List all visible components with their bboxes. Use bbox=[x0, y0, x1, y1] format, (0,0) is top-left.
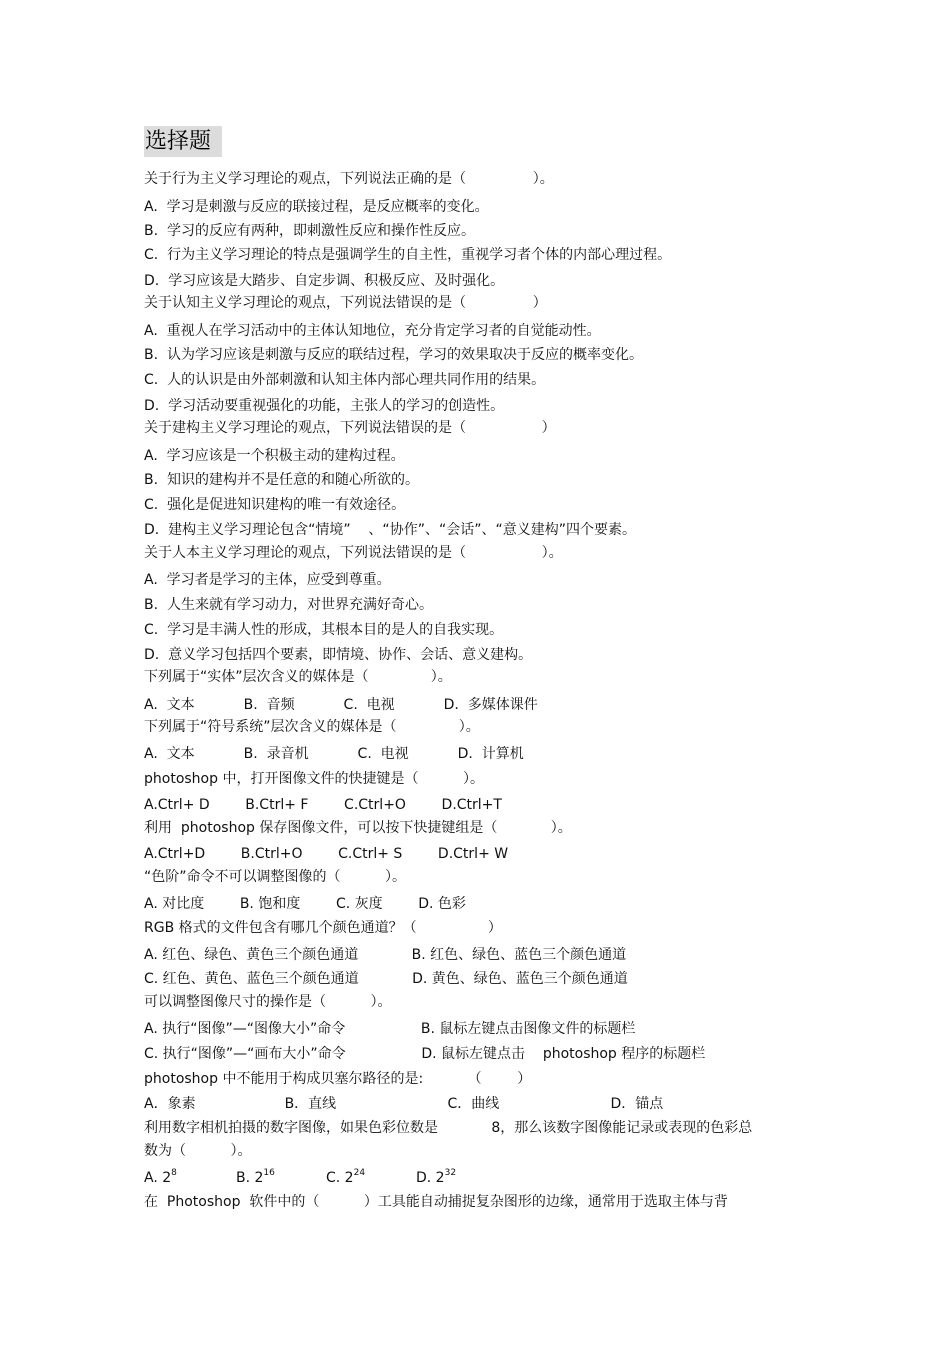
question-1: 关于行为主义学习理论的观点，下列说法正确的是（ ）。 bbox=[144, 171, 554, 187]
question-14: 在 Photoshop 软件中的（ ）工具能自动捕捉复杂图形的边缘，通常用于选取主体与背 bbox=[144, 1194, 728, 1210]
option-line: A. 文本 B. 录音机 C. 电视 D. 计算机 bbox=[144, 746, 524, 762]
question-2: 关于认知主义学习理论的观点，下列说法错误的是（ ） bbox=[144, 295, 547, 311]
option-line: C. 行为主义学习理论的特点是强调学生的自主性，重视学习者个体的内部心理过程。 bbox=[144, 247, 672, 263]
option-line: D. 学习应该是大踏步、自定步调、积极反应、及时强化。 bbox=[144, 273, 505, 289]
option-line: D. 建构主义学习理论包含“情境” 、“协作”、“会话”、“意义建构”四个要素。 bbox=[144, 522, 636, 538]
option-line: A. 红色、绿色、黄色三个颜色通道 B. 红色、绿色、蓝色三个颜色通道 bbox=[144, 947, 627, 963]
option-line: B. 知识的建构并不是任意的和随心所欲的。 bbox=[144, 472, 419, 488]
question-3: 关于建构主义学习理论的观点，下列说法错误的是（ ） bbox=[144, 420, 556, 436]
question-7: photoshop 中，打开图像文件的快捷键是（ ）。 bbox=[144, 771, 484, 787]
question-8: 利用 photoshop 保存图像文件，可以按下快捷键组是（ ）。 bbox=[144, 820, 572, 836]
section-heading: 选择题 bbox=[144, 126, 222, 157]
question-9: “色阶”命令不可以调整图像的（ ）。 bbox=[144, 869, 407, 885]
option-line: C. 红色、黄色、蓝色三个颜色通道 D. 黄色、绿色、蓝色三个颜色通道 bbox=[144, 971, 628, 987]
option-power-a: A. $2^8$ bbox=[144, 1168, 177, 1186]
option-line: C. 强化是促进知识建构的唯一有效途径。 bbox=[144, 497, 406, 513]
option-line: A. 文本 B. 音频 C. 电视 D. 多媒体课件 bbox=[144, 697, 538, 713]
option-power-b: B. $2^{16}$ bbox=[236, 1168, 275, 1186]
question-4: 关于人本主义学习理论的观点，下列说法错误的是（ ）。 bbox=[144, 545, 563, 561]
option-line: A. 学习者是学习的主体，应受到尊重。 bbox=[144, 572, 391, 588]
option-line: B. 人生来就有学习动力，对世界充满好奇心。 bbox=[144, 597, 433, 613]
option-line: D. 意义学习包括四个要素，即情境、协作、会话、意义建构。 bbox=[144, 647, 533, 663]
question-10: RGB 格式的文件包含有哪几个颜色通道？（ ） bbox=[144, 920, 502, 936]
question-13: 利用数字相机拍摄的数字图像，如果色彩位数是 8，那么该数字图像能记录或表现的色彩总 bbox=[144, 1120, 753, 1136]
question-5: 下列属于“实体”层次含义的媒体是（ ）。 bbox=[144, 669, 452, 685]
option-power-d: D. $2^{32}$ bbox=[416, 1168, 457, 1186]
option-line: A. 重视人在学习活动中的主体认知地位，充分肯定学习者的自觉能动性。 bbox=[144, 323, 601, 339]
option-line: C. 人的认识是由外部刺激和认知主体内部心理共同作用的结果。 bbox=[144, 372, 546, 388]
question-6: 下列属于“符号系统”层次含义的媒体是（ ）。 bbox=[144, 719, 480, 735]
option-line: A.Ctrl+D B.Ctrl+O C.Ctrl+ S D.Ctrl+ W bbox=[144, 846, 509, 862]
option-line: C. 学习是丰满人性的形成，其根本目的是人的自我实现。 bbox=[144, 622, 504, 638]
option-line: A. 对比度 B. 饱和度 C. 灰度 D. 色彩 bbox=[144, 896, 466, 912]
question-11: 可以调整图像尺寸的操作是（ ）。 bbox=[144, 994, 392, 1010]
option-line: A. 执行“图像”—“图像大小”命令 B. 鼠标左键点击图像文件的标题栏 bbox=[144, 1021, 636, 1037]
option-line: C. 执行“图像”—“画布大小”命令 D. 鼠标左键点击 photoshop 程序的标题栏 bbox=[144, 1046, 706, 1062]
question-12: photoshop 中不能用于构成贝塞尔路径的是: （ ） bbox=[144, 1071, 532, 1087]
question-13-cont: 数为（ ）。 bbox=[144, 1143, 252, 1159]
option-line: B. 学习的反应有两种，即刺激性反应和操作性反应。 bbox=[144, 223, 475, 239]
option-line: A. 学习是刺激与反应的联接过程，是反应概率的变化。 bbox=[144, 199, 489, 215]
option-line: B. 认为学习应该是刺激与反应的联结过程，学习的效果取决于反应的概率变化。 bbox=[144, 347, 643, 363]
option-line: A．象素 B．直线 C．曲线 D．锚点 bbox=[144, 1096, 664, 1112]
option-line: D. 学习活动要重视强化的功能，主张人的学习的创造性。 bbox=[144, 398, 505, 414]
option-power-c: C. $2^{24}$ bbox=[326, 1168, 366, 1186]
option-line: A. 学习应该是一个积极主动的建构过程。 bbox=[144, 448, 405, 464]
option-line: A.Ctrl+ D B.Ctrl+ F C.Ctrl+O D.Ctrl+T bbox=[144, 797, 502, 813]
